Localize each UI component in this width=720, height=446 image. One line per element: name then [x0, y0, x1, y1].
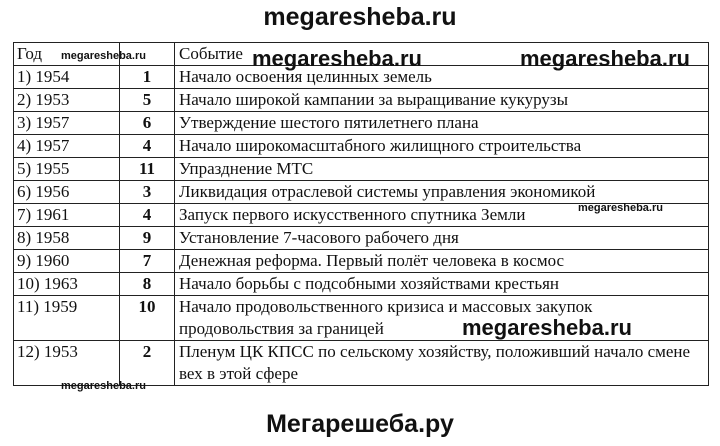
row-event: Денежная реформа. Первый полёт человека в космос — [175, 250, 709, 273]
table-row — [14, 89, 709, 112]
row-year: 12) 1953 — [14, 341, 120, 386]
row-number: 5 — [120, 89, 175, 112]
row-year: 7) 1961 — [14, 204, 120, 227]
row-year: 1) 1954 — [14, 66, 120, 89]
row-number: 4 — [120, 135, 175, 158]
row-number: 9 — [120, 227, 175, 250]
row-event: Упразднение МТС — [175, 158, 709, 181]
table-row — [14, 341, 709, 386]
row-number: 7 — [120, 250, 175, 273]
table-row — [14, 158, 709, 181]
row-event: Утверждение шестого пятилетнего плана — [175, 112, 709, 135]
header-event: Событие — [175, 43, 709, 66]
watermark-inline: megaresheba.ru — [462, 315, 632, 340]
row-year: 3) 1957 — [14, 112, 120, 135]
watermark-inline: megaresheba.ru — [61, 50, 146, 62]
watermark-inline: megaresheba.ru — [520, 46, 690, 71]
row-year: 6) 1956 — [14, 181, 120, 204]
row-event: Начало широкомасштабного жилищного строительства — [175, 135, 709, 158]
row-number: 1 — [120, 66, 175, 89]
row-event: Установление 7-часового рабочего дня — [175, 227, 709, 250]
row-number: 4 — [120, 204, 175, 227]
row-year: 5) 1955 — [14, 158, 120, 181]
row-event: Запуск первого искусственного спутника Земли — [175, 204, 709, 227]
table-row — [14, 112, 709, 135]
row-event: Начало освоения целинных земель — [175, 66, 709, 89]
watermark-top: megaresheba.ru — [263, 3, 457, 31]
header-year: Год — [14, 43, 120, 66]
table-row — [14, 181, 709, 204]
watermark-inline: megaresheba.ru — [252, 46, 422, 71]
row-number: 11 — [120, 158, 175, 181]
row-year: 2) 1953 — [14, 89, 120, 112]
watermark-inline: megaresheba.ru — [578, 202, 663, 214]
row-year: 8) 1958 — [14, 227, 120, 250]
table-row — [14, 135, 709, 158]
row-year: 9) 1960 — [14, 250, 120, 273]
row-event: Начало широкой кампании за выращивание кукурузы — [175, 89, 709, 112]
row-event: Начало борьбы с подсобными хозяйствами крестьян — [175, 273, 709, 296]
table-row — [14, 227, 709, 250]
row-number: 10 — [120, 296, 175, 341]
row-number: 8 — [120, 273, 175, 296]
row-event: Пленум ЦК КПСС по сельскому хозяйству, положивший начало смене вех в этой сфере — [175, 341, 709, 386]
row-year: 10) 1963 — [14, 273, 120, 296]
watermark-inline: megaresheba.ru — [61, 380, 146, 392]
table-row — [14, 250, 709, 273]
row-number: 6 — [120, 112, 175, 135]
table-row — [14, 273, 709, 296]
watermark-bottom: Мегарешеба.ру — [266, 410, 454, 438]
row-event: Начало продовольственного кризиса и массовых закупок продовольствия за границей — [175, 296, 709, 341]
row-event: Ликвидация отраслевой системы управления экономикой — [175, 181, 709, 204]
row-number: 2 — [120, 341, 175, 386]
row-year: 4) 1957 — [14, 135, 120, 158]
row-number: 3 — [120, 181, 175, 204]
row-year: 11) 1959 — [14, 296, 120, 341]
